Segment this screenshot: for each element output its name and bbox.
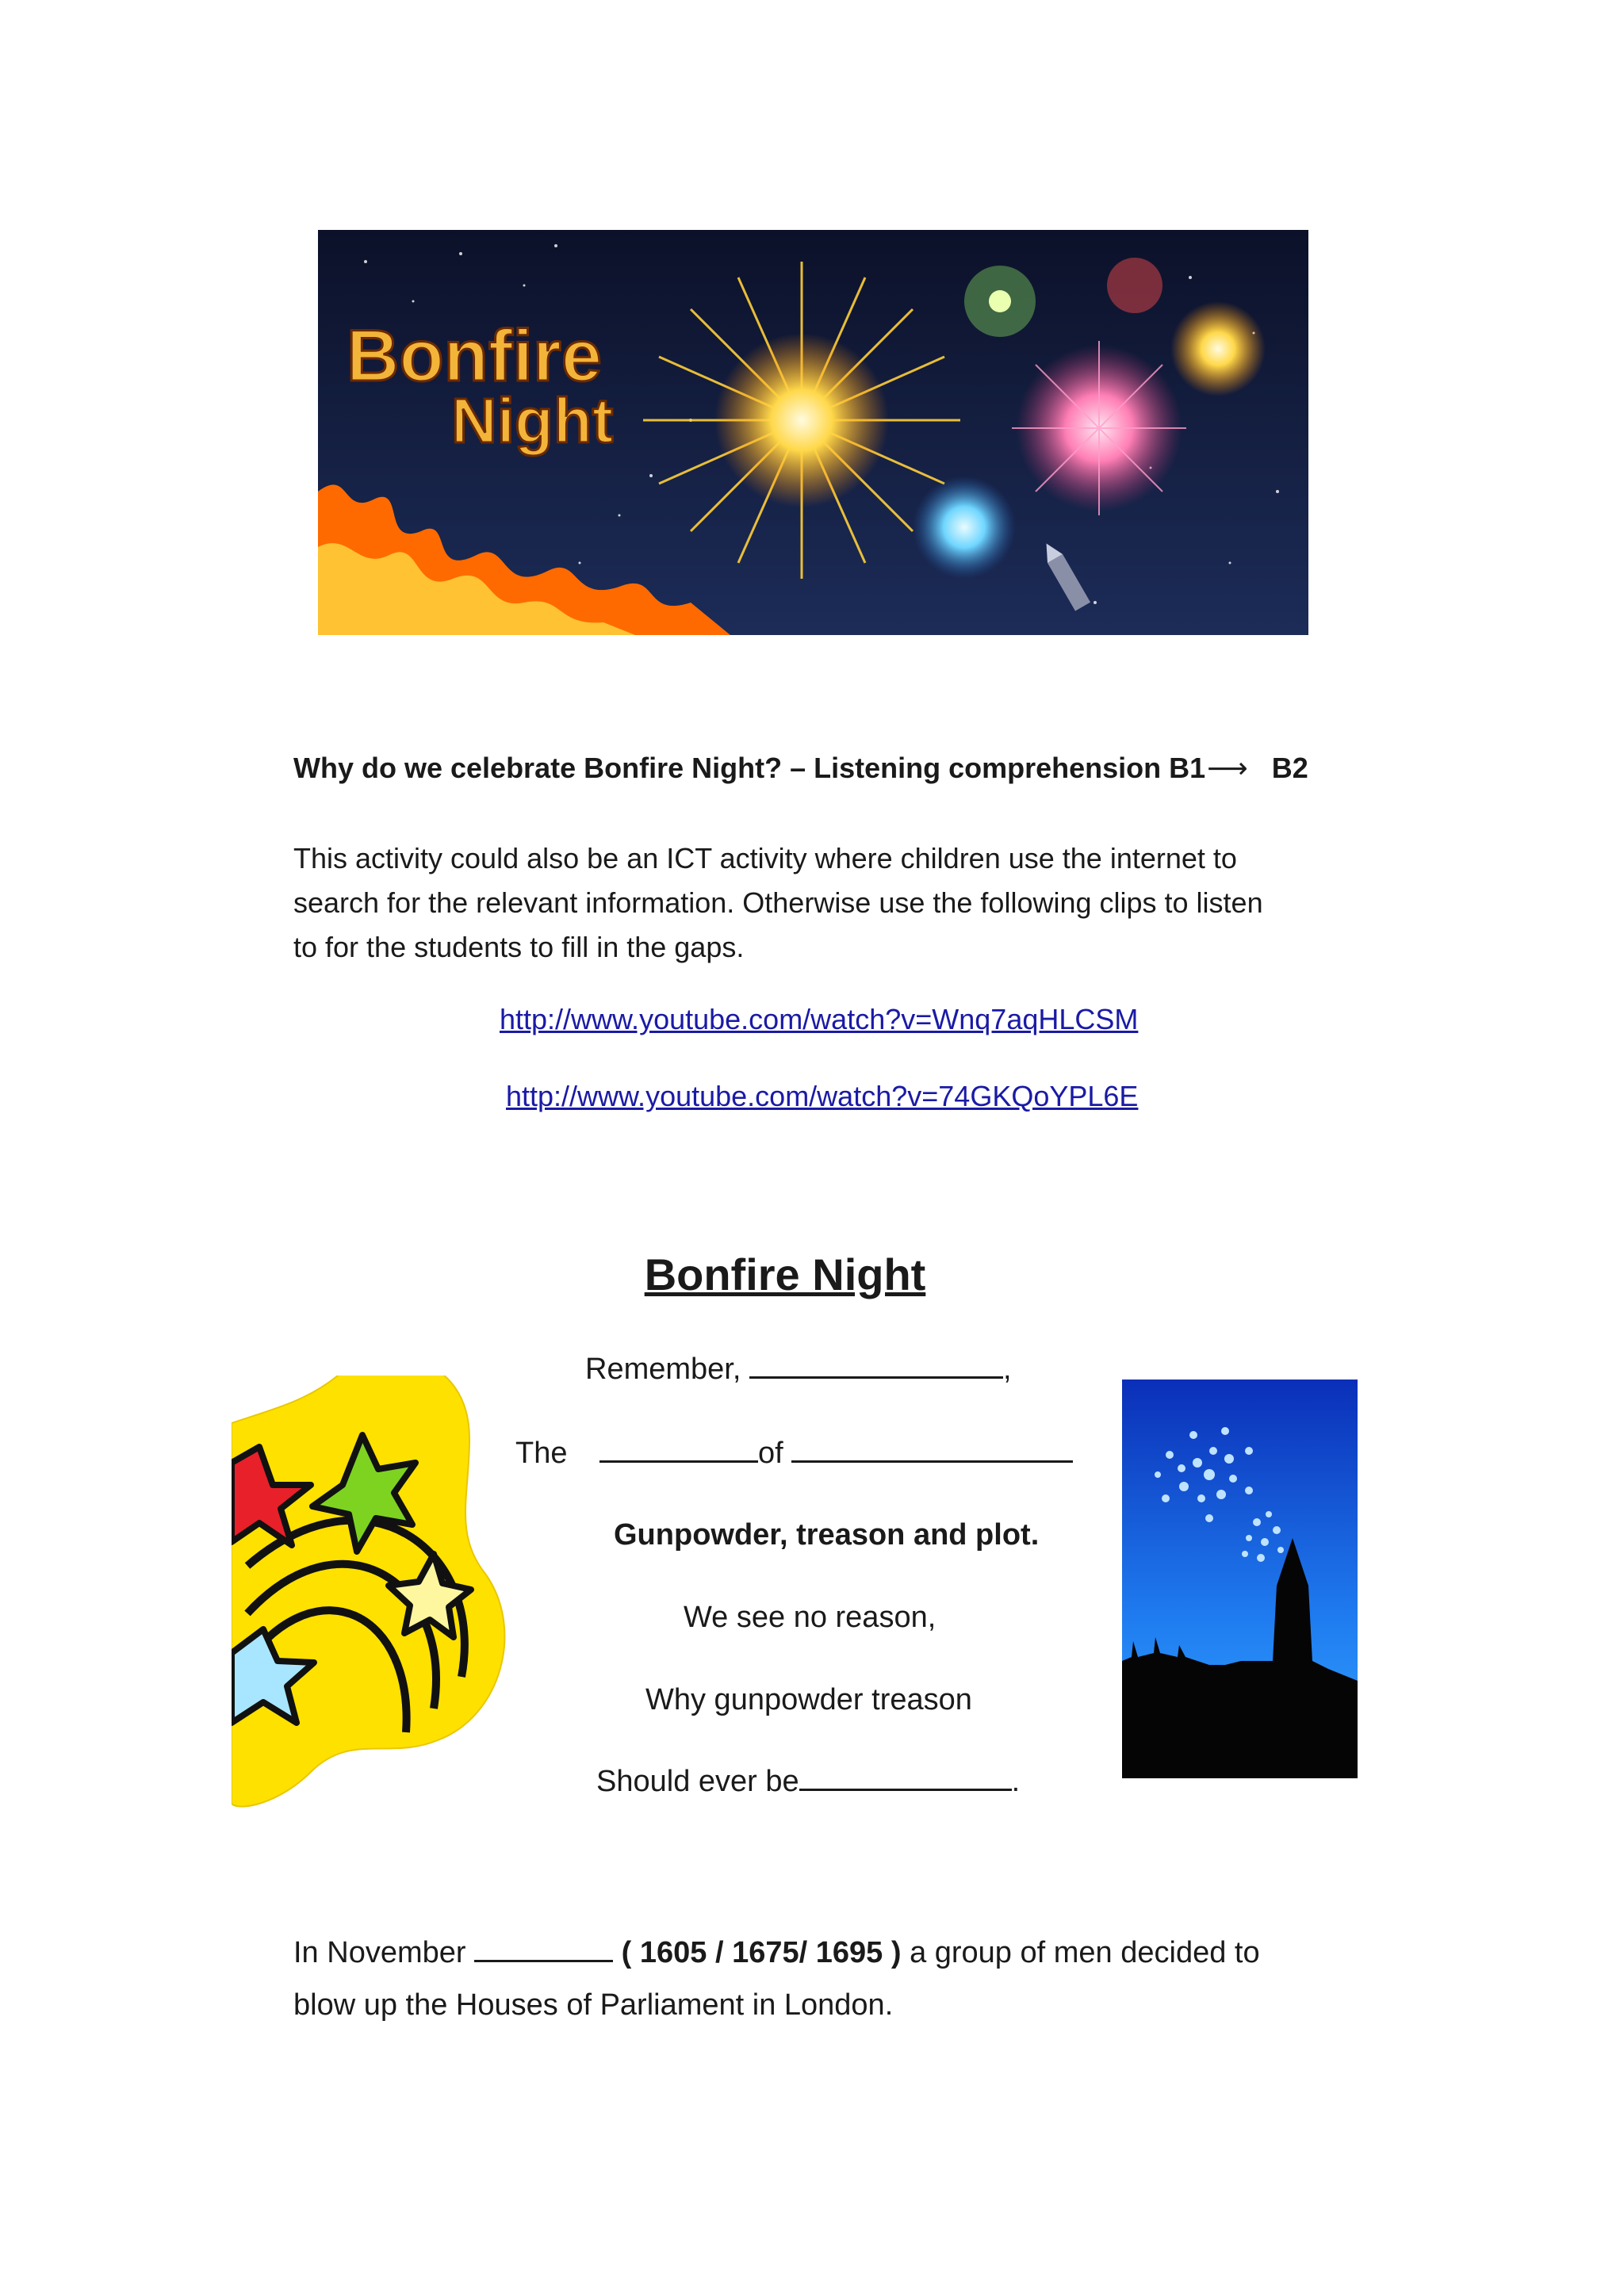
poem-line-1	[585, 1353, 1012, 1387]
arrow-icon: ⟶	[1207, 752, 1248, 784]
intro-paragraph: This activity could also be an ICT activity where children use the internet to search for the relevant information. Otherwise use the following clips to listen to for the students to fill in the gaps.	[293, 842, 1263, 963]
stars-clipart	[232, 1376, 513, 1808]
youtube-link-1[interactable]: http://www.youtube.com/watch?v=Wnq7aqHLCSM	[500, 1003, 1139, 1035]
poem-line-1-text: Remember,	[585, 1353, 741, 1386]
blank-gap-1[interactable]	[749, 1353, 1003, 1379]
bonfire-night-banner	[318, 230, 1308, 635]
target-level: B2	[1271, 752, 1308, 784]
poem-line-4: We see no reason,	[684, 1601, 936, 1634]
heading-text: Why do we celebrate Bonfire Night? – Listening comprehension B1	[293, 752, 1206, 784]
poem-title: Bonfire Night	[644, 1249, 926, 1299]
poem-line-6	[596, 1765, 1020, 1799]
history-rest: a group of men decided to blow up the Houses of Parliament in London.	[293, 1936, 1260, 2022]
blank-gap-2[interactable]	[599, 1437, 758, 1463]
history-question	[293, 1927, 1324, 2031]
blank-gap-4[interactable]	[799, 1765, 1012, 1791]
poem-line-3: Gunpowder, treason and plot.	[614, 1518, 1040, 1552]
banner-title-line2: Night	[451, 385, 614, 456]
poem-line-2	[515, 1437, 1073, 1471]
big-ben-fireworks-image	[1122, 1380, 1358, 1778]
blank-gap-3[interactable]	[791, 1437, 1073, 1463]
poem-line-2-of: of	[758, 1437, 783, 1470]
year-blank[interactable]	[474, 1936, 613, 1962]
poem-line-1-comma: ,	[1002, 1353, 1012, 1386]
youtube-link-2[interactable]: http://www.youtube.com/watch?v=74GKQoYPL6E	[506, 1080, 1139, 1112]
poem-line-6-period: .	[1011, 1765, 1021, 1798]
poem-line-6-text: Should ever be	[596, 1765, 799, 1798]
poem-line-5: Why gunpowder treason	[645, 1683, 972, 1716]
activity-heading	[293, 752, 1308, 785]
year-choices: ( 1605 / 1675/ 1695 )	[621, 1936, 902, 1969]
poem-line-2-the: The	[515, 1437, 568, 1470]
history-prefix: In November	[293, 1936, 466, 1969]
banner-title-line1: Bonfire	[347, 316, 602, 396]
